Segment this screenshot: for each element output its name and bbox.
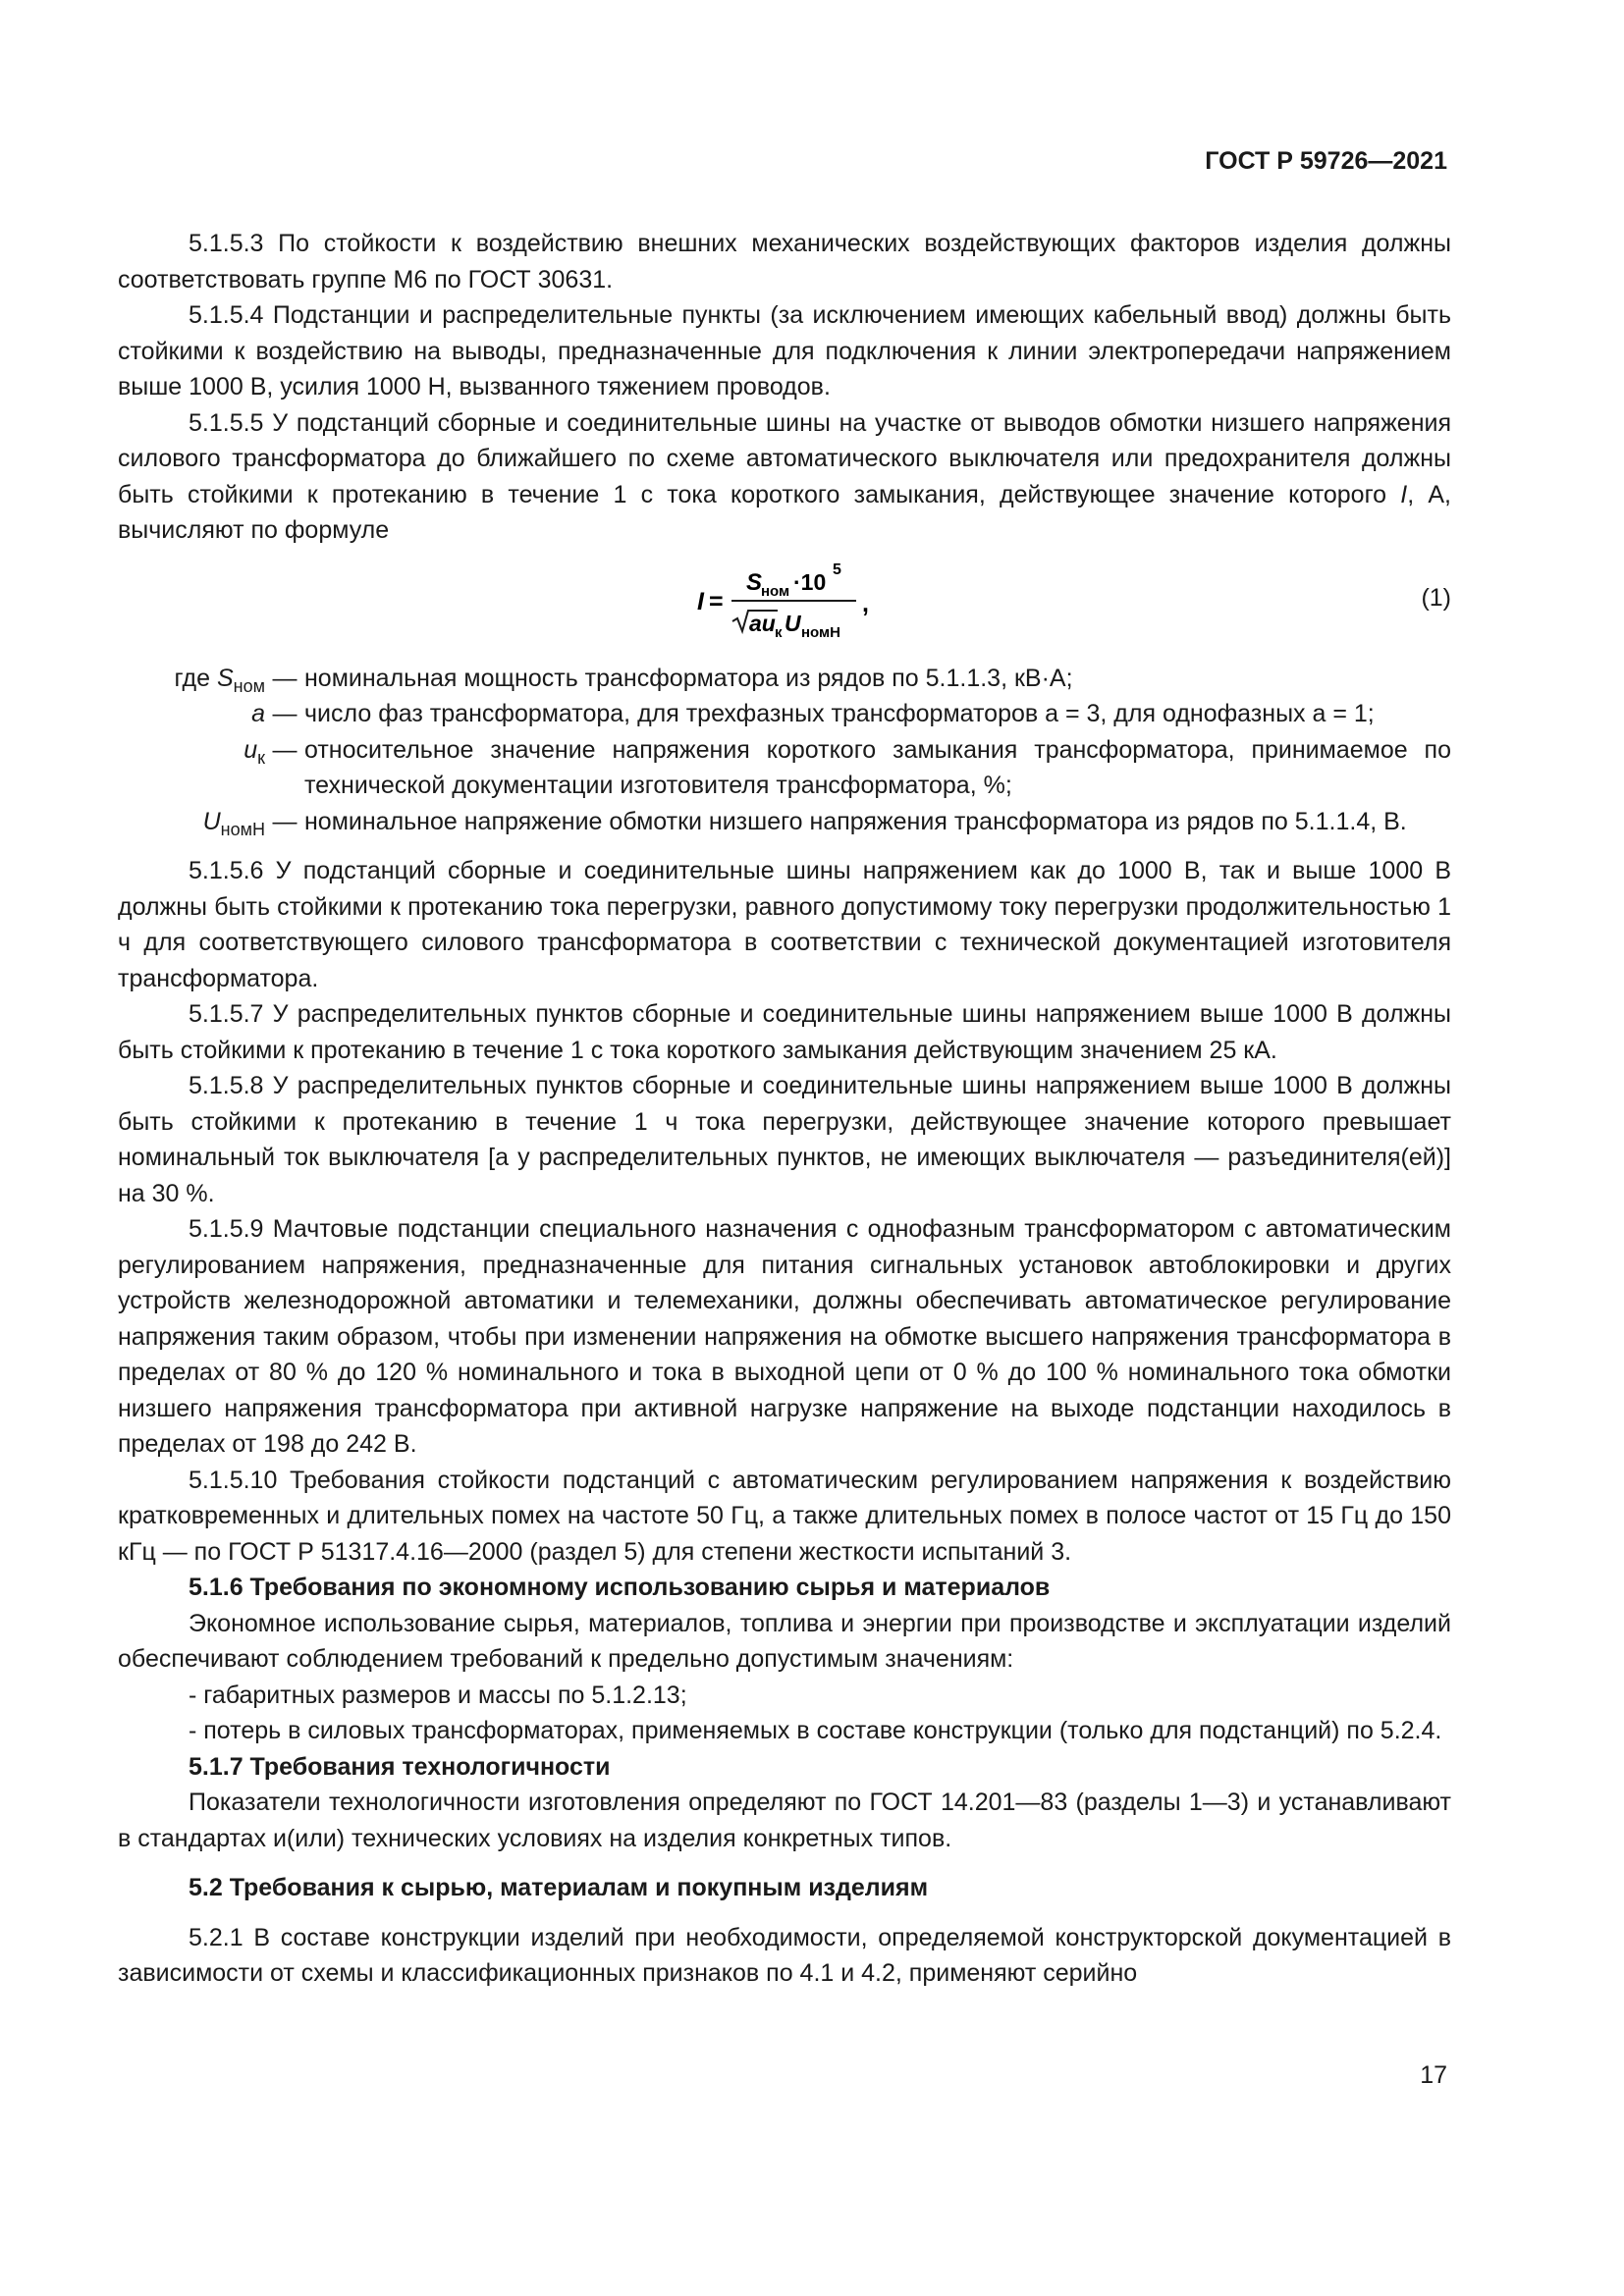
definition-symbol: где $S_{ном}$ [174, 664, 265, 696]
formula-den-au: au [749, 610, 776, 636]
definition-dash: — [272, 735, 298, 764]
formula-graphic [687, 557, 923, 649]
definition-u-k [118, 732, 1451, 804]
formula-equals: = [709, 587, 724, 615]
heading-5-1-7: 5.1.7 Требования технологичности [189, 1752, 611, 1781]
definition-dash: — [272, 664, 298, 692]
formula-num-mult: ·10 [793, 568, 827, 595]
paragraph-5-1-5-9: 5.1.5.9 Мачтовые подстанции специального назначения с однофазным трансформатором с автоматическим регулированием напряжения, предназначенные для питания сигнальных установок автоблокировки и других устройств железнодорожной автоматики и телемеханики, должны обеспечивать автоматическое регулирование напряжения таким образом, чтобы при изменении напряжения на обмотке высшего напряжения трансформатора в пределах от 80 % до 120 % номинального и тока в выходной цепи от 0 % до 100 % номинального тока обмотки низшего напряжения трансформатора при активной нагрузке напряжение на выходе подстанции находилось в пределах от 198 до 242 В. [118, 1215, 1451, 1458]
definition-symbol: a [251, 700, 265, 727]
paragraph-5-1-5-10: 5.1.5.10 Требования стойкости подстанций с автоматическим регулированием напряжения к воздействию кратковременных и длительных помех на частоте 50 Гц, а также длительных помех в полосе частот от 15 Гц до 150 кГц — по ГОСТ Р 51317.4.16—2000 (раздел 5) для степени жесткости испытаний 3. [118, 1466, 1451, 1566]
formula-den-au-sub: к [775, 623, 783, 641]
formula-1 [118, 557, 1451, 649]
list-item-dimensions: - габаритных размеров и массы по 5.1.2.13; [189, 1681, 687, 1709]
document-header: ГОСТ Р 59726—2021 [1205, 147, 1447, 175]
paragraph-5-1-5-7: 5.1.5.7 У распределительных пунктов сборные и соединительные шины напряжением выше 1000 В должны быть стойкими к протеканию в течение 1 с тока короткого замыкания действующим значением 25 кА. [118, 1000, 1451, 1064]
definition-dash: — [272, 700, 298, 727]
paragraph-economy: Экономное использование сырья, материалов, топлива и энергии при производстве и эксплуатации изделий обеспечивают соблюдением требований к предельно допустимым значениям: [118, 1609, 1451, 1673]
formula-comma: , [862, 589, 869, 617]
list-item-losses: - потерь в силовых трансформаторах, применяемых в составе конструкции (только для подстанций) по 5.2.4. [189, 1717, 1442, 1744]
formula-den-u-sub: номН [801, 623, 840, 641]
paragraph-5-2-1: 5.2.1 В составе конструкции изделий при необходимости, определяемой конструкторской документацией в зависимости от схемы и классификационных признаков по 4.1 и 4.2, применяют серийно [118, 1923, 1451, 1987]
definition-s-nom [118, 661, 1451, 697]
definition-text: относительное значение напряжения короткого замыкания трансформатора, принимаемое по технической документации изготовителя трансформатора, %; [304, 735, 1451, 799]
paragraph-5-1-5-6: 5.1.5.6 У подстанций сборные и соединительные шины напряжением как до 1000 В, так и выше 1000 В должны быть стойкими к протеканию тока перегрузки, равного допустимому току перегрузки продолжительностью 1 ч для соответствующего силового трансформатора в соответствии с технической документацией изготовителя трансформатора. [118, 857, 1451, 992]
definition-a [118, 696, 1451, 732]
formula-lhs: I [697, 587, 704, 615]
formula-num-s-sub: ном [761, 582, 790, 600]
definitions-list [118, 661, 1451, 840]
paragraph-manufacturability: Показатели технологичности изготовления определяют по ГОСТ 14.201—83 (разделы 1—3) и устанавливают в стандартах и(или) технических условиях на изделия конкретных типов. [118, 1789, 1451, 1852]
heading-5-2: 5.2 Требования к сырью, материалам и покупным изделиям [189, 1874, 929, 1901]
definition-dash: — [272, 807, 298, 835]
definition-symbol: $u_к$ [244, 735, 265, 768]
paragraph-5-1-5-5: 5.1.5.5 У подстанций сборные и соединительные шины на участке от выводов обмотки низшего напряжения силового трансформатора до ближайшего по схеме автоматического выключателя или предохранителя должны быть стойкими к протеканию в течение 1 с тока короткого замыкания, действующее значение которого I, А, вычисляют по формуле [118, 408, 1451, 544]
formula-number: (1) [1421, 583, 1451, 612]
definition-symbol: $U_{номН}$ [202, 807, 265, 839]
definition-text: номинальная мощность трансформатора из рядов по 5.1.1.3, кВ·А; [304, 664, 1073, 692]
document-body [118, 226, 1451, 1992]
definition-u-nomn [118, 804, 1451, 840]
formula-num-exp: 5 [833, 561, 841, 578]
paragraph-5-1-5-4: 5.1.5.4 Подстанции и распределительные пункты (за исключением имеющих кабельный ввод) должны быть стойкими к воздействию на выводы, предназначенные для подключения к линии электропередачи напряжением выше 1000 В, усилия 1000 Н, вызванного тяжением проводов. [118, 301, 1451, 400]
paragraph-5-1-5-3: 5.1.5.3 По стойкости к воздействию внешних механических воздействующих факторов изделия должны соответствовать группе М6 по ГОСТ 30631. [118, 230, 1451, 294]
heading-5-1-6: 5.1.6 Требования по экономному использованию сырья и материалов [189, 1574, 1051, 1601]
page-number: 17 [1420, 2061, 1447, 2089]
definition-text: число фаз трансформатора, для трехфазных трансформаторов a = 3, для однофазных a = 1; [304, 700, 1375, 727]
definition-text: номинальное напряжение обмотки низшего напряжения трансформатора из рядов по 5.1.1.4, В. [304, 807, 1407, 835]
formula-num-s: S [746, 568, 763, 596]
paragraph-5-1-5-8: 5.1.5.8 У распределительных пунктов сборные и соединительные шины напряжением выше 1000 В должны быть стойкими к протеканию в течение 1 ч тока перегрузки, действующее значение которого превышает номинальный ток выключателя [а у распределительных пунктов, не имеющих выключателя — разъединителя(ей)] на 30 %. [118, 1072, 1451, 1207]
formula-den-u: U [785, 610, 801, 636]
